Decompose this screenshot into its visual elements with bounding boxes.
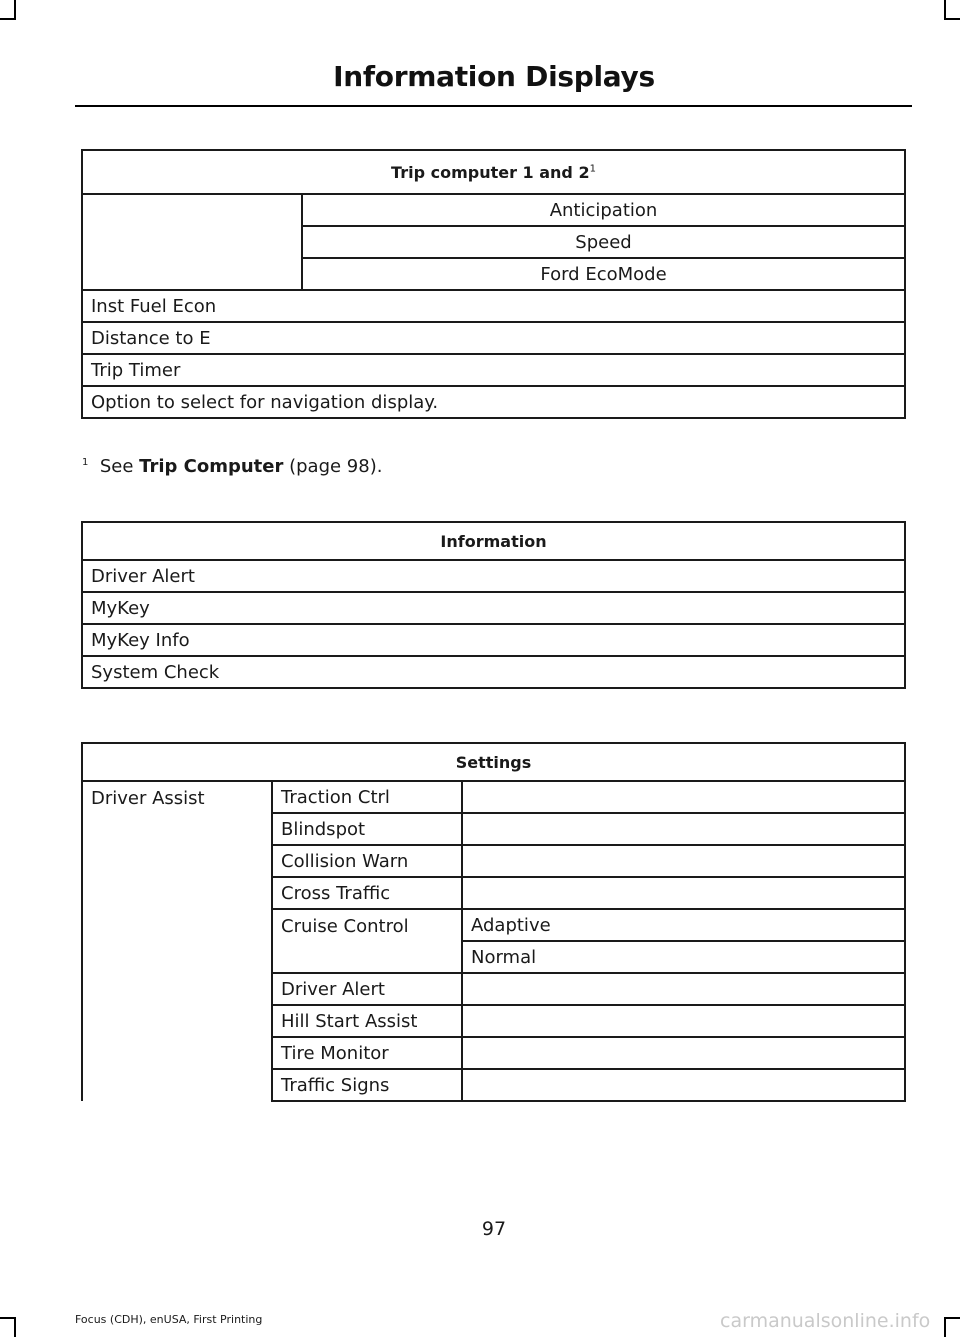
table-row (82, 592, 905, 624)
table-cell: Normal (462, 941, 905, 973)
footer-text: Focus (CDH), enUSA, First Printing (75, 1313, 263, 1326)
trip-table-title: Trip computer 1 and 2 (391, 162, 590, 182)
footnote-ref: 1 (589, 163, 596, 175)
table-cell: System Check (82, 656, 905, 688)
table-cell: Traction Ctrl (272, 781, 462, 813)
trip-computer-table (81, 149, 906, 419)
footnote-link[interactable]: Trip Computer (139, 456, 284, 477)
settings-group-cell: Driver Assist (82, 781, 272, 1101)
table-cell: Speed (302, 226, 905, 258)
table-title (82, 150, 905, 194)
table-row (82, 624, 905, 656)
table-cell: Blindspot (272, 813, 462, 845)
crop-mark-top-right-v (944, 0, 946, 20)
crop-mark-top-left-v (14, 0, 16, 20)
table-row (82, 781, 905, 813)
settings-table (81, 742, 906, 1102)
page-number: 97 (481, 1218, 507, 1240)
empty-cell (462, 1005, 905, 1037)
table-cell: Collision Warn (272, 845, 462, 877)
table-title: Information (82, 522, 905, 560)
empty-cell (462, 877, 905, 909)
table-cell: Driver Alert (272, 973, 462, 1005)
empty-cell (462, 813, 905, 845)
footnote-prefix: See (99, 456, 134, 477)
table-title: Settings (82, 743, 905, 781)
table-row (82, 386, 905, 418)
empty-cell (462, 973, 905, 1005)
table-cell: MyKey (82, 592, 905, 624)
footnote-suffix: (page 98). (289, 456, 383, 477)
footnote-marker: 1 (82, 457, 89, 468)
table-cell: MyKey Info (82, 624, 905, 656)
table-cell: Cruise Control (272, 909, 462, 973)
table-cell: Adaptive (462, 909, 905, 941)
table-header-row (82, 150, 905, 194)
table-header-row (82, 743, 905, 781)
table-cell: Anticipation (302, 194, 905, 226)
crop-mark-bottom-right-v (944, 1317, 946, 1337)
table-row (82, 656, 905, 688)
empty-cell (462, 781, 905, 813)
crop-mark-top-right-h (944, 18, 960, 20)
table-row (82, 290, 905, 322)
crop-mark-bottom-right-h (944, 1317, 960, 1319)
empty-cell (462, 1069, 905, 1101)
table-cell: Driver Alert (82, 560, 905, 592)
empty-cell (462, 1037, 905, 1069)
table-row (82, 354, 905, 386)
page-title: Information Displays (333, 60, 655, 93)
watermark: carmanualsonline.info (720, 1310, 931, 1332)
table-cell: Cross Traffic (272, 877, 462, 909)
empty-cell (82, 194, 302, 290)
table-cell: Option to select for navigation display. (82, 386, 905, 418)
table-cell: Inst Fuel Econ (82, 290, 905, 322)
table-cell: Distance to E (82, 322, 905, 354)
empty-cell (462, 845, 905, 877)
information-table (81, 521, 906, 689)
table-cell: Ford EcoMode (302, 258, 905, 290)
header-divider (75, 105, 912, 107)
crop-mark-bottom-left-v (14, 1317, 16, 1337)
table-header-row (82, 522, 905, 560)
footnote (82, 456, 382, 477)
table-cell: Trip Timer (82, 354, 905, 386)
table-cell: Tire Monitor (272, 1037, 462, 1069)
crop-mark-top-left-h (0, 18, 16, 20)
table-cell: Traffic Signs (272, 1069, 462, 1101)
crop-mark-bottom-left-h (0, 1317, 16, 1319)
table-row (82, 194, 905, 226)
table-cell: Hill Start Assist (272, 1005, 462, 1037)
table-row (82, 560, 905, 592)
table-row (82, 322, 905, 354)
